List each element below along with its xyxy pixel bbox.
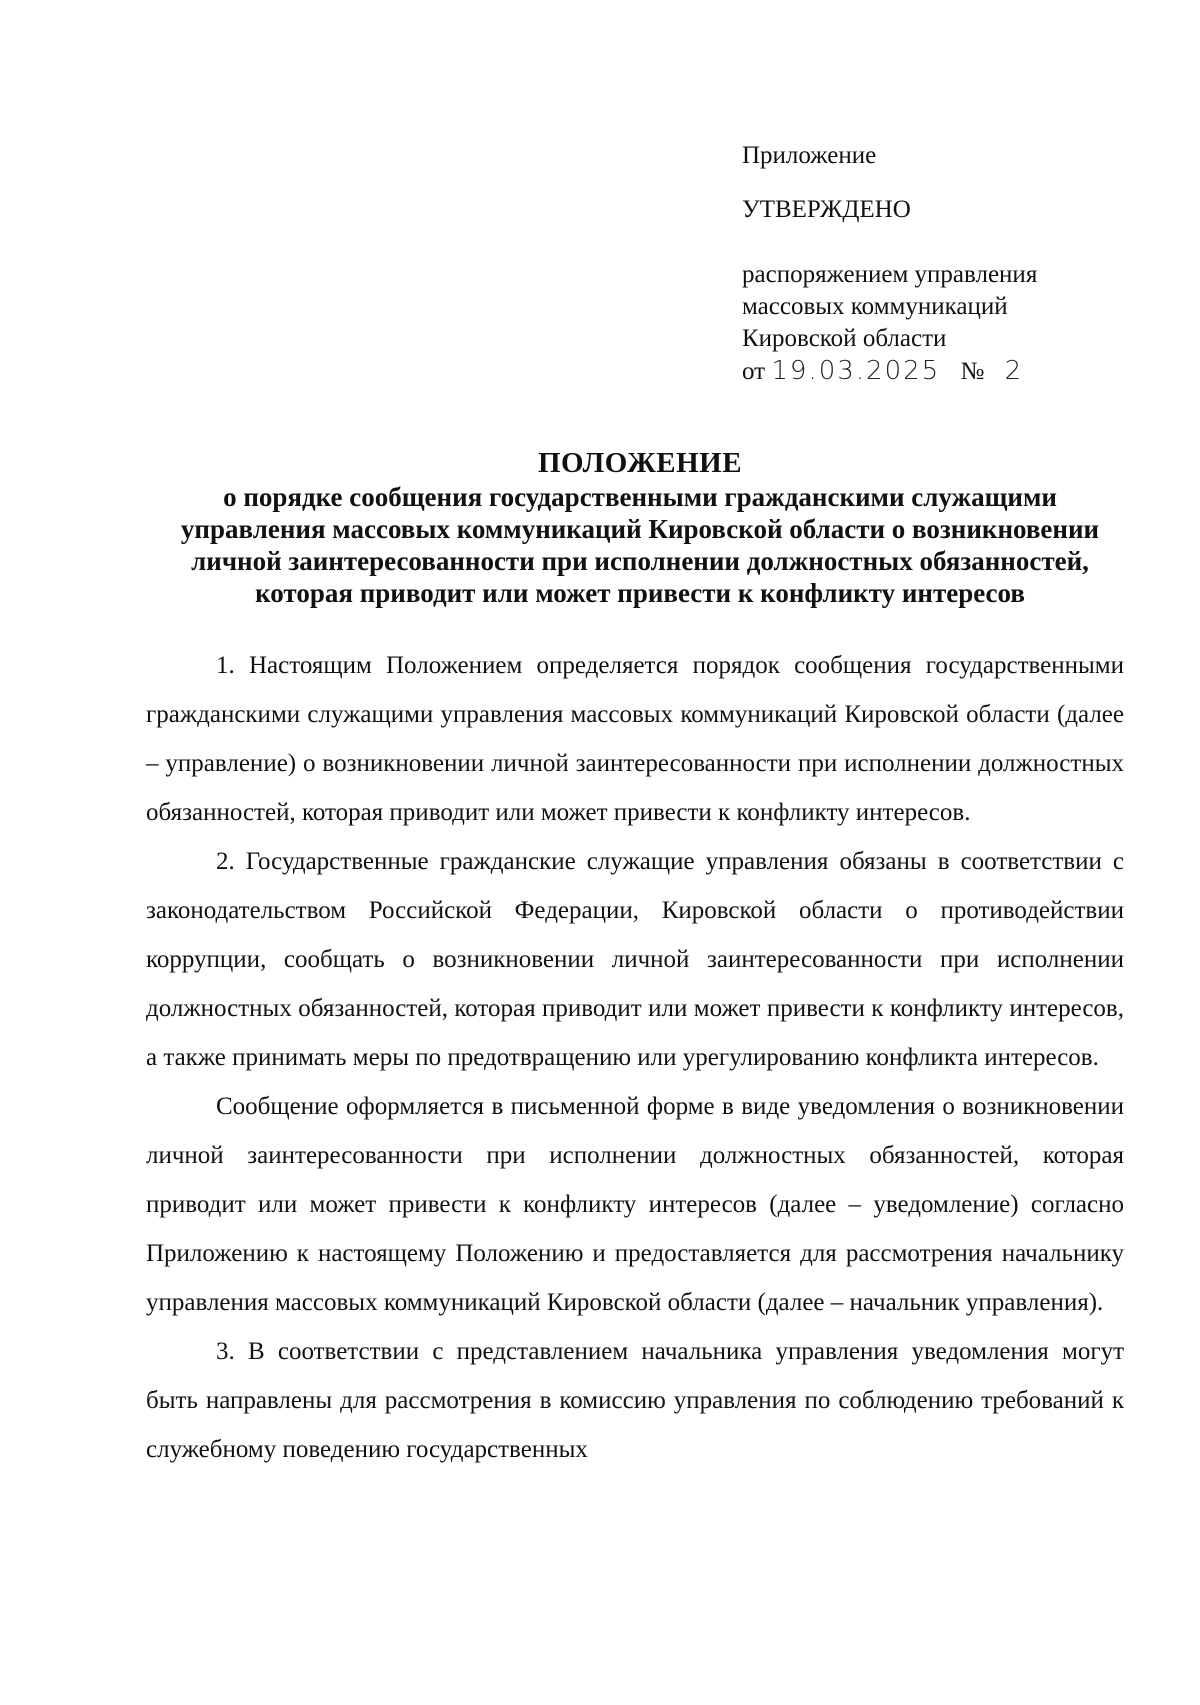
subtitle-line: которая приводит или может привести к конфликту интересов	[255, 578, 1025, 608]
approved-text: УТВЕРЖДЕНО	[742, 196, 911, 223]
subtitle-line: личной заинтересованности при исполнении должностных обязанностей,	[191, 546, 1089, 576]
paragraph-3: 3. В соответствии с представлением начальника управления уведомления могут быть направлены для рассмотрения в комиссию управления по соблюдению требований к служебному поведению государственных	[146, 1338, 1124, 1463]
authority-line: массовых коммуникаций	[742, 293, 1008, 320]
document-heading	[140, 447, 1140, 609]
appendix-label	[742, 140, 876, 172]
authority-line: Кировской области	[742, 325, 947, 352]
subtitle-line: управления массовых коммуникаций Кировской области о возникновении	[180, 514, 1100, 544]
handwritten-date: 19.03.2025	[771, 356, 941, 386]
authority-line: распоряжением управления	[742, 261, 1038, 288]
date-prefix: от	[742, 358, 766, 385]
document-title: ПОЛОЖЕНИЕ	[537, 447, 743, 479]
paragraph-2-continued: Сообщение оформляется в письменной форме в виде уведомления о возникновении личной заинтересованности при исполнении должностных обязанностей, которая приводит или может привести к конфликту интересов (далее – уведомление) согласно Приложению к настоящему Положению и предоставляется для рассмотрения начальнику управления массовых коммуникаций Кировской области (далее – начальник управления).	[146, 1093, 1124, 1316]
approval-label	[742, 194, 911, 226]
document-body	[146, 641, 1124, 1474]
approval-authority	[742, 259, 1037, 388]
handwritten-number: 2	[1004, 356, 1024, 386]
number-sign: №	[960, 358, 985, 385]
subtitle-line: о порядке сообщения государственными гражданскими служащими	[223, 482, 1057, 512]
approval-date-line	[742, 355, 1037, 388]
paragraph-1: 1. Настоящим Положением определяется порядок сообщения государственными гражданскими служащими управления массовых коммуникаций Кировской области (далее – управление) о возникновении личной заинтересованности при исполнении должностных обязанностей, которая приводит или может привести к конфликту интересов.	[146, 652, 1124, 826]
appendix-text: Приложение	[742, 142, 877, 169]
paragraph-2: 2. Государственные гражданские служащие управления обязаны в соответствии с законодательством Российской Федерации, Кировской области о противодействии коррупции, сообщать о возникновении личной заинтересованности при исполнении должностных обязанностей, которая приводит или может привести к конфликту интересов, а также принимать меры по предотвращению или урегулированию конфликта интересов.	[146, 848, 1124, 1071]
